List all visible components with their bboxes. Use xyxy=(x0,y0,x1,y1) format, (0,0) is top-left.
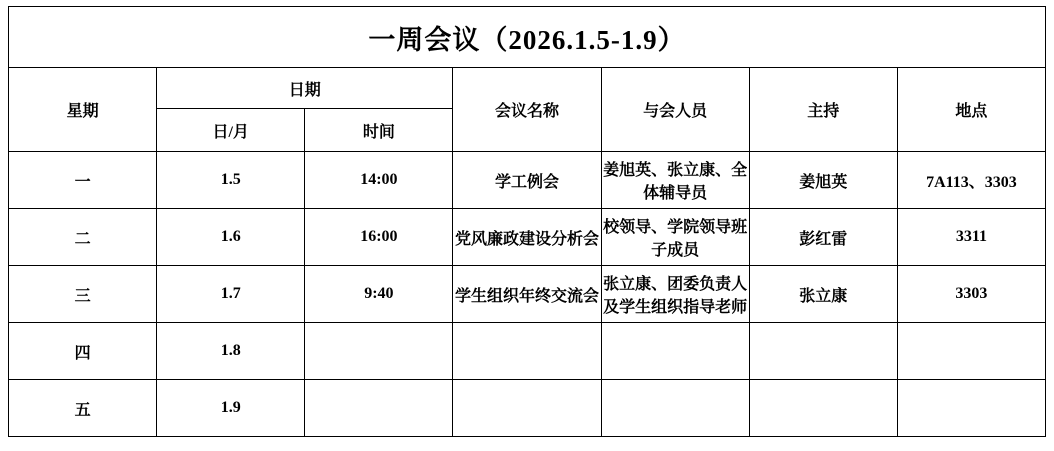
cell-day-month: 1.9 xyxy=(157,380,305,437)
cell-meeting-name xyxy=(453,323,601,380)
cell-weekday: 一 xyxy=(9,152,157,209)
cell-time xyxy=(305,380,453,437)
header-time: 时间 xyxy=(305,109,453,152)
header-participants: 与会人员 xyxy=(601,68,749,152)
cell-participants: 姜旭英、张立康、全体辅导员 xyxy=(601,152,749,209)
cell-weekday: 二 xyxy=(9,209,157,266)
cell-participants: 张立康、团委负责人及学生组织指导老师 xyxy=(601,266,749,323)
header-weekday: 星期 xyxy=(9,68,157,152)
cell-participants xyxy=(601,323,749,380)
table-row xyxy=(9,209,1046,266)
cell-meeting-name: 学生组织年终交流会 xyxy=(453,266,601,323)
cell-day-month: 1.5 xyxy=(157,152,305,209)
cell-time xyxy=(305,323,453,380)
table-row xyxy=(9,152,1046,209)
cell-weekday: 四 xyxy=(9,323,157,380)
header-date-group: 日期 xyxy=(157,68,453,109)
cell-weekday: 三 xyxy=(9,266,157,323)
table-row xyxy=(9,266,1046,323)
cell-location: 3311 xyxy=(897,209,1045,266)
cell-time: 14:00 xyxy=(305,152,453,209)
table-row xyxy=(9,323,1046,380)
cell-host xyxy=(749,323,897,380)
cell-host xyxy=(749,380,897,437)
header-host: 主持 xyxy=(749,68,897,152)
header-location: 地点 xyxy=(897,68,1045,152)
cell-participants: 校领导、学院领导班子成员 xyxy=(601,209,749,266)
cell-meeting-name: 学工例会 xyxy=(453,152,601,209)
title-row xyxy=(9,7,1046,68)
header-meeting-name: 会议名称 xyxy=(453,68,601,152)
header-day-month: 日/月 xyxy=(157,109,305,152)
page-title: 一周会议（2026.1.5-1.9） xyxy=(9,7,1046,68)
cell-day-month: 1.7 xyxy=(157,266,305,323)
cell-host: 张立康 xyxy=(749,266,897,323)
cell-weekday: 五 xyxy=(9,380,157,437)
cell-participants xyxy=(601,380,749,437)
cell-day-month: 1.8 xyxy=(157,323,305,380)
table-row xyxy=(9,380,1046,437)
cell-meeting-name: 党风廉政建设分析会 xyxy=(453,209,601,266)
cell-location xyxy=(897,323,1045,380)
cell-time: 9:40 xyxy=(305,266,453,323)
cell-meeting-name xyxy=(453,380,601,437)
weekly-meeting-table xyxy=(8,6,1046,437)
cell-host: 彭红雷 xyxy=(749,209,897,266)
header-row-top xyxy=(9,68,1046,109)
cell-location xyxy=(897,380,1045,437)
cell-time: 16:00 xyxy=(305,209,453,266)
cell-location: 7A113、3303 xyxy=(897,152,1045,209)
cell-day-month: 1.6 xyxy=(157,209,305,266)
cell-host: 姜旭英 xyxy=(749,152,897,209)
cell-location: 3303 xyxy=(897,266,1045,323)
